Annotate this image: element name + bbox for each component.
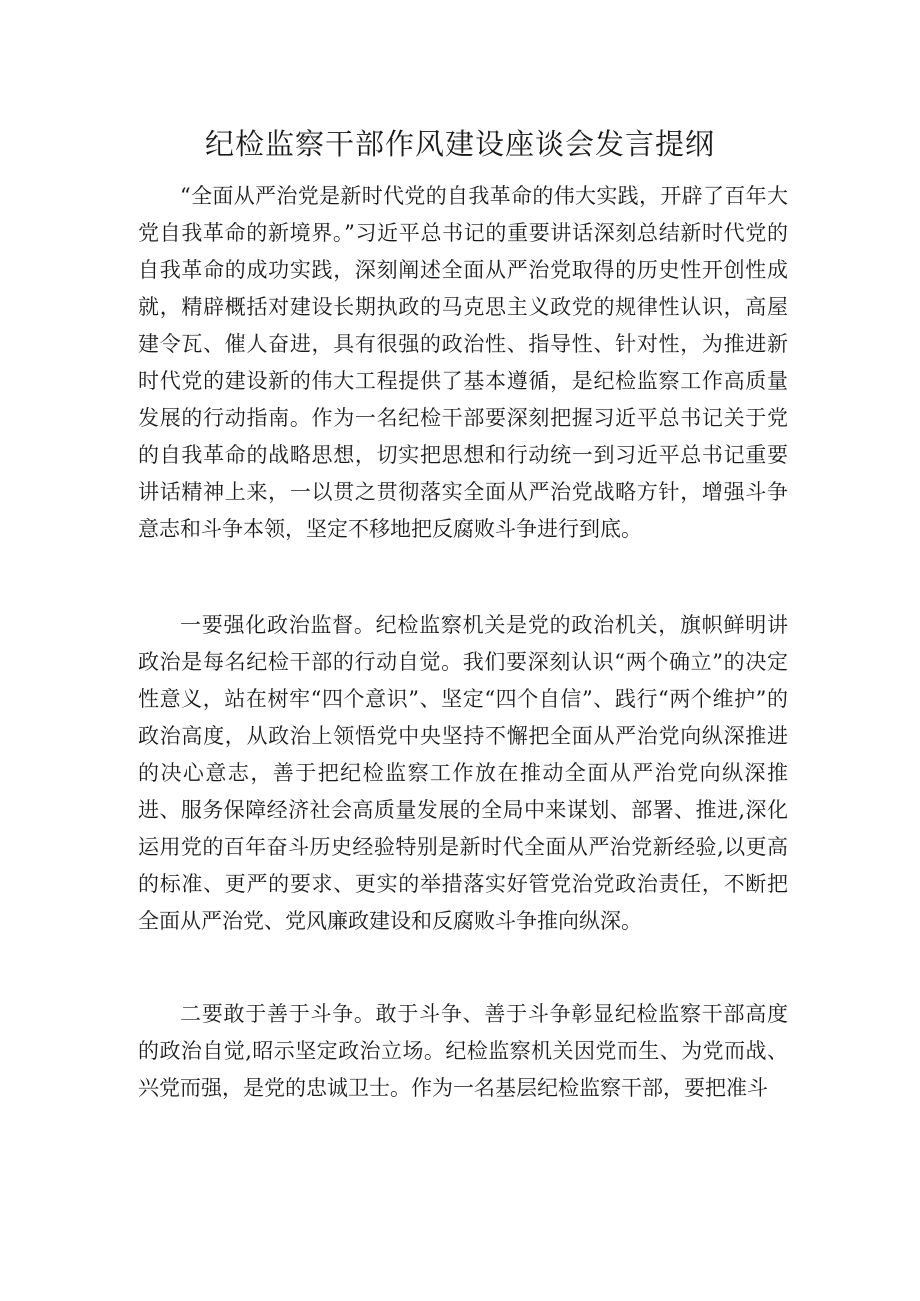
paragraph-intro: “全面从严治党是新时代党的自我革命的伟大实践，开辟了百年大党自我革命的新境界。”习近平总书记的重要讲话深刻总结新时代党的自我革命的成功实践，深刻阐述全面从严治党取得的历史性开创性成就，精辟概括对建设长期执政的马克思主义政党的规律性认识，高屋建令瓦、催人奋进，具有很强的政治性、指导性、针对性，为推进新时代党的建设新的伟大工程提供了基本遵循，是纪检监察工作高质量发展的行动指南。作为一名纪检干部要深刻把握习近平总书记关于党的自我革命的战略思想，切实把思想和行动统一到习近平总书记重要讲话精神上来，一以贯之贯彻落实全面从严治党战略方针，增强斗争意志和斗争本领，坚定不移地把反腐败斗争进行到底。 <box>138 184 788 541</box>
document-title: 纪检监察干部作风建设座谈会发言提纲 <box>204 127 715 161</box>
paragraph-political-supervision: 一要强化政治监督。纪检监察机关是党的政治机关，旗帜鲜明讲政治是每名纪检干部的行动自觉。我们要深刻认识“两个确立”的决定性意义，站在树牢“四个意识”、坚定“四个自信”、践行“两个维护”的政治高度，从政治上领悟党中央坚持不懈把全面从严治党向纵深推进的决心意志，善于把纪检监察工作放在推动全面从严治党向纵深推进、服务保障经济社会高质量发展的全局中来谋划、部署、推进,深化运用党的百年奋斗历史经验特别是新时代全面从严治党新经验,以更高的标准、更严的要求、更实的举措落实好管党治党政治责任，不断把全面从严治党、党风廉政建设和反腐败斗争推向纵深。 <box>138 613 788 933</box>
paragraph-struggle: 二要敢于善于斗争。敢于斗争、善于斗争彰显纪检监察干部高度的政治自觉,昭示坚定政治立场。纪检监察机关因党而生、为党而战、兴党而强，是党的忠诚卫士。作为一名基层纪检监察干部，要把准斗 <box>138 1002 788 1100</box>
